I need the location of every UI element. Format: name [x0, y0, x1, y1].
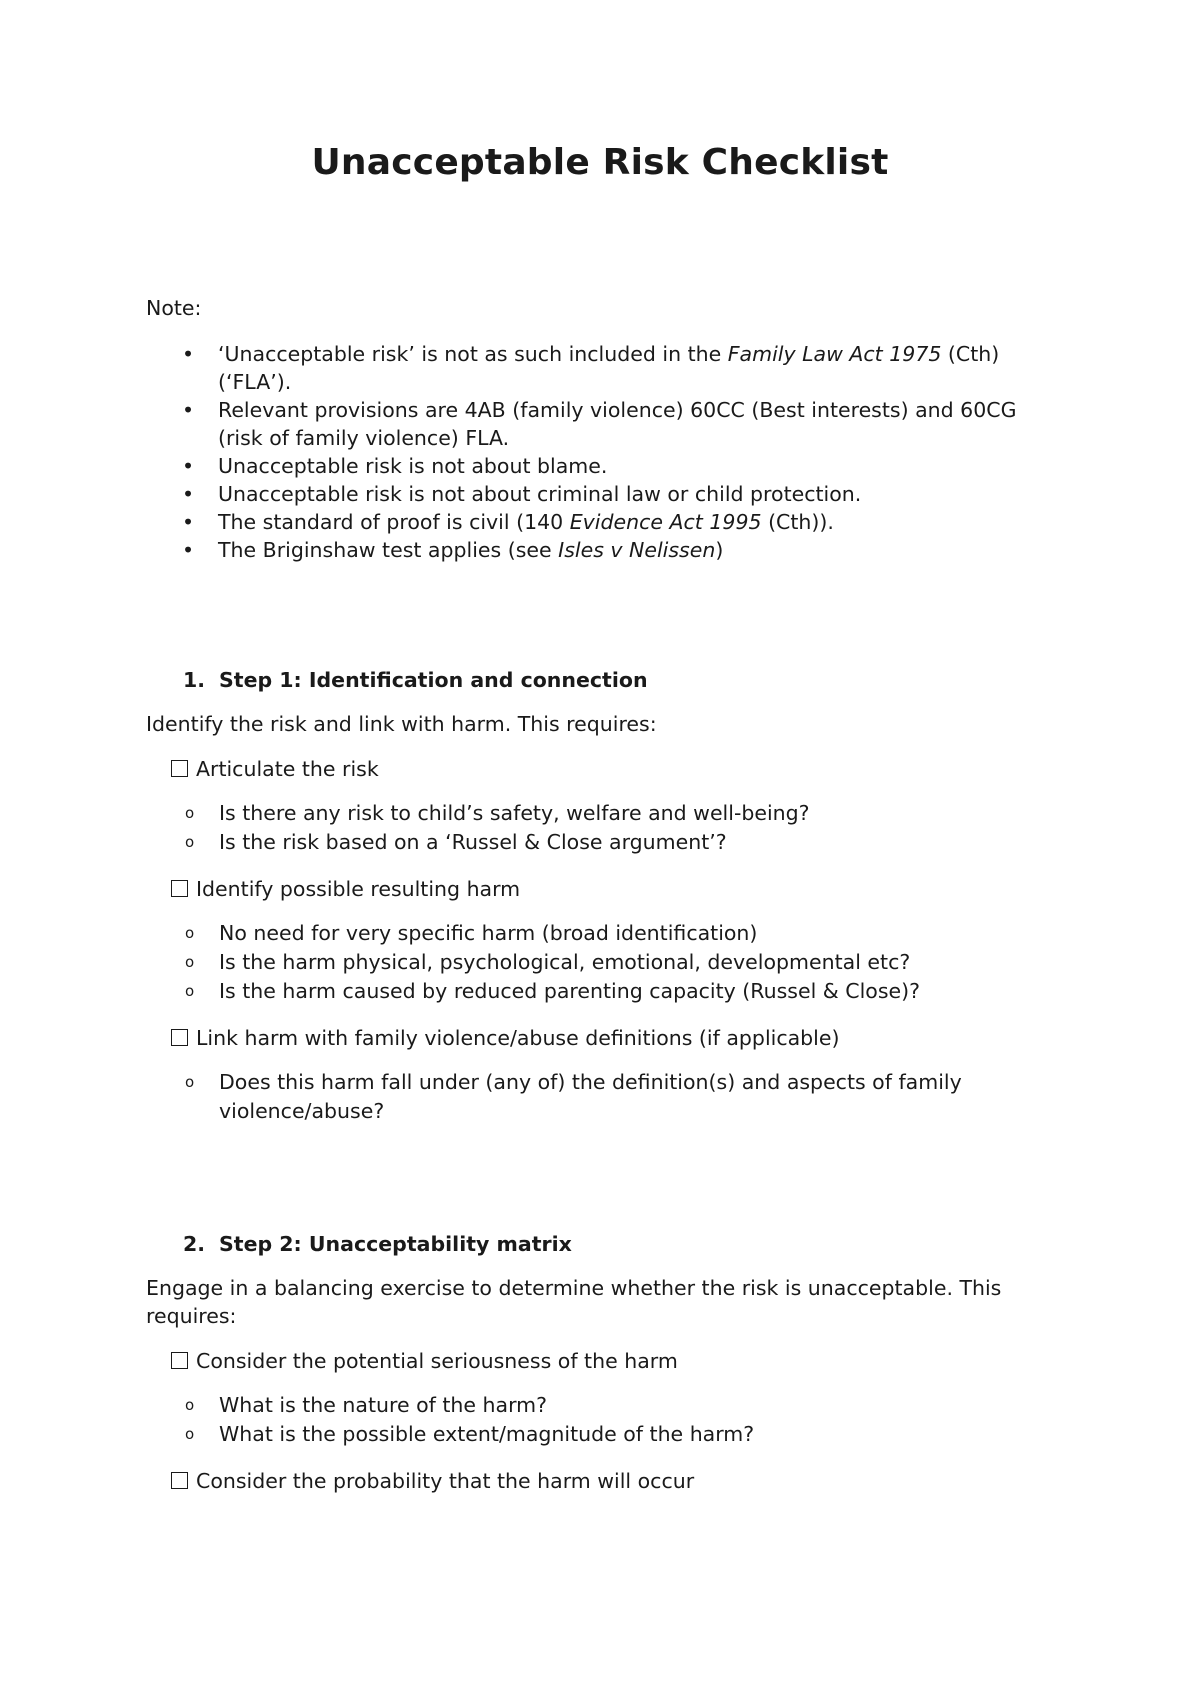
sub-item: o Is there any risk to child’s safety, welfare and well-being?: [183, 799, 1063, 828]
circle-bullet-icon: o: [185, 833, 195, 851]
circle-bullet-icon: o: [185, 1396, 195, 1414]
sub-item: o No need for very specific harm (broad identification): [183, 919, 1063, 948]
checkbox-articulate-risk[interactable]: [171, 755, 379, 783]
checkbox-label: Link harm with family violence/abuse definitions (if applicable): [196, 1026, 840, 1050]
step-1-heading: [183, 668, 648, 692]
checkbox-label: Consider the probability that the harm will occur: [196, 1469, 695, 1493]
page-title: Unacceptable Risk Checklist: [311, 142, 889, 183]
checkbox-icon[interactable]: [171, 880, 188, 897]
checkbox-label: Articulate the risk: [196, 757, 379, 781]
checkbox-label: Identify possible resulting harm: [196, 877, 521, 901]
step-1-intro: Identify the risk and link with harm. This requires:: [146, 712, 657, 736]
checkbox-label: Consider the potential seriousness of the harm: [196, 1349, 678, 1373]
step-2-heading: [183, 1232, 572, 1256]
sub-item: o Is the harm caused by reduced parenting capacity (Russel & Close)?: [183, 977, 1063, 1006]
checkbox-icon[interactable]: [171, 1029, 188, 1046]
checkbox-link-harm[interactable]: [171, 1024, 840, 1052]
note-list: [146, 340, 1046, 564]
note-item: • ‘Unacceptable risk’ is not as such included in the Family Law Act 1975 (Cth) (‘FLA’).: [146, 340, 1046, 396]
checkbox-icon[interactable]: [171, 1352, 188, 1369]
circle-bullet-icon: o: [185, 1425, 195, 1443]
circle-bullet-icon: o: [185, 1073, 195, 1091]
sub-item: o What is the nature of the harm?: [183, 1391, 1063, 1420]
note-item: • Unacceptable risk is not about criminal law or child protection.: [146, 480, 1046, 508]
step-2-title: Step 2: Unacceptability matrix: [219, 1232, 572, 1256]
sub-item: o Is the risk based on a ‘Russel & Close argument’?: [183, 828, 1063, 857]
step-2-number: 2.: [183, 1232, 206, 1256]
circle-bullet-icon: o: [185, 982, 195, 1000]
sub-list: [183, 1391, 1063, 1449]
step-1-number: 1.: [183, 668, 206, 692]
checkbox-icon[interactable]: [171, 760, 188, 777]
checkbox-identify-harm[interactable]: [171, 875, 520, 903]
sub-list: [183, 799, 1063, 857]
checkbox-icon[interactable]: [171, 1472, 188, 1489]
step-2-intro: Engage in a balancing exercise to determine whether the risk is unacceptable. This requires:: [146, 1276, 1002, 1328]
sub-item: o Does this harm fall under (any of) the definition(s) and aspects of family violence/abuse?: [185, 1070, 962, 1123]
sub-item: o Is the harm physical, psychological, emotional, developmental etc?: [183, 948, 1063, 977]
note-item: • The Briginshaw test applies (see Isles v Nelissen): [146, 536, 1046, 564]
sub-list: [183, 919, 1063, 1006]
sub-item: o What is the possible extent/magnitude of the harm?: [183, 1420, 1063, 1449]
circle-bullet-icon: o: [185, 804, 195, 822]
checkbox-seriousness[interactable]: [171, 1347, 678, 1375]
note-label: Note:: [146, 296, 202, 320]
circle-bullet-icon: o: [185, 924, 195, 942]
checkbox-probability[interactable]: [171, 1467, 694, 1495]
note-item: • Unacceptable risk is not about blame.: [146, 452, 1046, 480]
step-1-title: Step 1: Identification and connection: [219, 668, 648, 692]
sub-list: [183, 1068, 1043, 1126]
circle-bullet-icon: o: [185, 953, 195, 971]
note-item: • Relevant provisions are 4AB (family violence) 60CC (Best interests) and 60CG (risk of family violence) FLA.: [146, 396, 1046, 452]
note-item: • The standard of proof is civil (140 Evidence Act 1995 (Cth)).: [146, 508, 1046, 536]
